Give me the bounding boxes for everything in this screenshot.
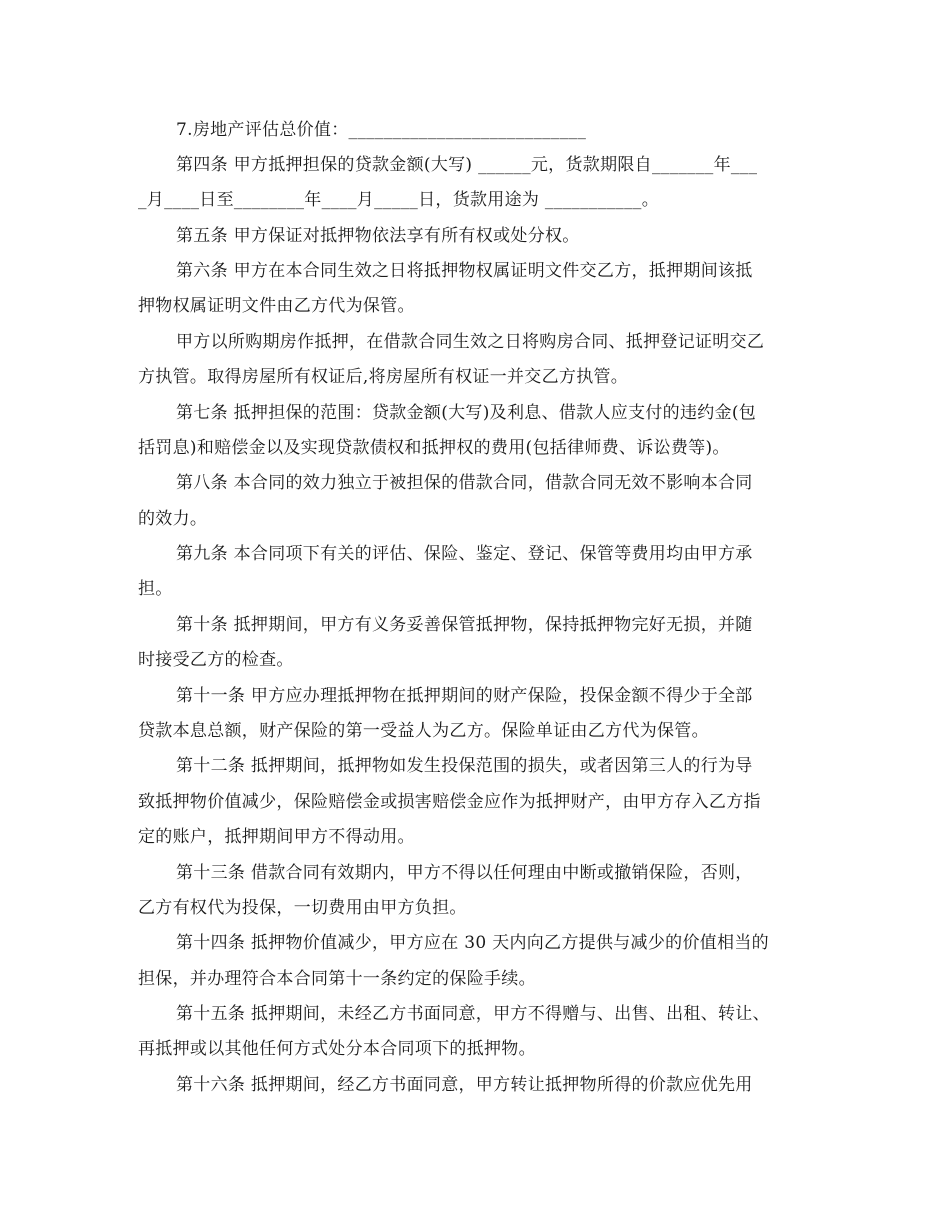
text-line: 第四条 甲方抵押担保的贷款金额(大写) ______元，货款期限自_______年___ [176, 155, 758, 175]
text-line: 7.房地产评估总价值：___________________________ [176, 120, 587, 140]
text-line: 第十四条 抵押物价值减少，甲方应在 30 天内向乙方提供与减少的价值相当的 [176, 933, 769, 953]
text-line: 第六条 甲方在本合同生效之日将抵押物权属证明文件交乙方，抵押期间该抵 [176, 261, 753, 281]
text-line: 的效力。 [138, 509, 208, 529]
text-line: 括罚息)和赔偿金以及实现贷款债权和抵押权的费用(包括律师费、诉讼费等)。 [138, 438, 730, 458]
text-line: 第十一条 甲方应办理抵押物在抵押期间的财产保险，投保金额不得少于全部 [176, 686, 753, 706]
text-line: 乙方有权代为投保，一切费用由甲方负担。 [138, 898, 467, 918]
text-line: 第十五条 抵押期间，未经乙方书面同意，甲方不得赠与、出售、出租、转让、 [176, 1004, 770, 1024]
text-line: 定的账户，抵押期间甲方不得动用。 [138, 827, 415, 847]
text-line: 第八条 本合同的效力独立于被担保的借款合同，借款合同无效不影响本合同 [176, 473, 753, 493]
text-line: _月____日至________年____月_____日，货款用途为 ___________。 [138, 190, 660, 210]
text-line: 第五条 甲方保证对抵押物依法享有所有权或处分权。 [176, 226, 580, 246]
text-line: 方执管。取得房屋所有权证后,将房屋所有权证一并交乙方执管。 [138, 367, 629, 387]
text-line: 担。 [138, 579, 173, 599]
text-line: 贷款本息总额，财产保险的第一受益人为乙方。保险单证由乙方代为保管。 [138, 721, 709, 741]
text-line: 第十二条 抵押期间，抵押物如发生投保范围的损失，或者因第三人的行为导 [176, 756, 753, 776]
text-line: 致抵押物价值减少，保险赔偿金或损害赔偿金应作为抵押财产，由甲方存入乙方指 [138, 792, 761, 812]
text-line: 时接受乙方的检查。 [138, 650, 294, 670]
text-line: 甲方以所购期房作抵押，在借款合同生效之日将购房合同、抵押登记证明交乙 [176, 332, 765, 352]
text-line: 第十条 抵押期间，甲方有义务妥善保管抵押物，保持抵押物完好无损，并随 [176, 615, 753, 635]
text-line: 第九条 本合同项下有关的评估、保险、鉴定、登记、保管等费用均由甲方承 [176, 544, 753, 564]
text-line: 再抵押或以其他任何方式处分本合同项下的抵押物。 [138, 1039, 536, 1059]
text-line: 第十六条 抵押期间，经乙方书面同意，甲方转让抵押物所得的价款应优先用 [176, 1075, 753, 1095]
text-line: 第七条 抵押担保的范围：贷款金额(大写)及利息、借款人应支付的违约金(包 [176, 403, 757, 423]
text-line: 押物权属证明文件由乙方代为保管。 [138, 296, 415, 316]
text-line: 担保，并办理符合本合同第十一条约定的保险手续。 [138, 969, 536, 989]
text-line: 第十三条 借款合同有效期内，甲方不得以任何理由中断或撤销保险，否则， [176, 863, 753, 883]
